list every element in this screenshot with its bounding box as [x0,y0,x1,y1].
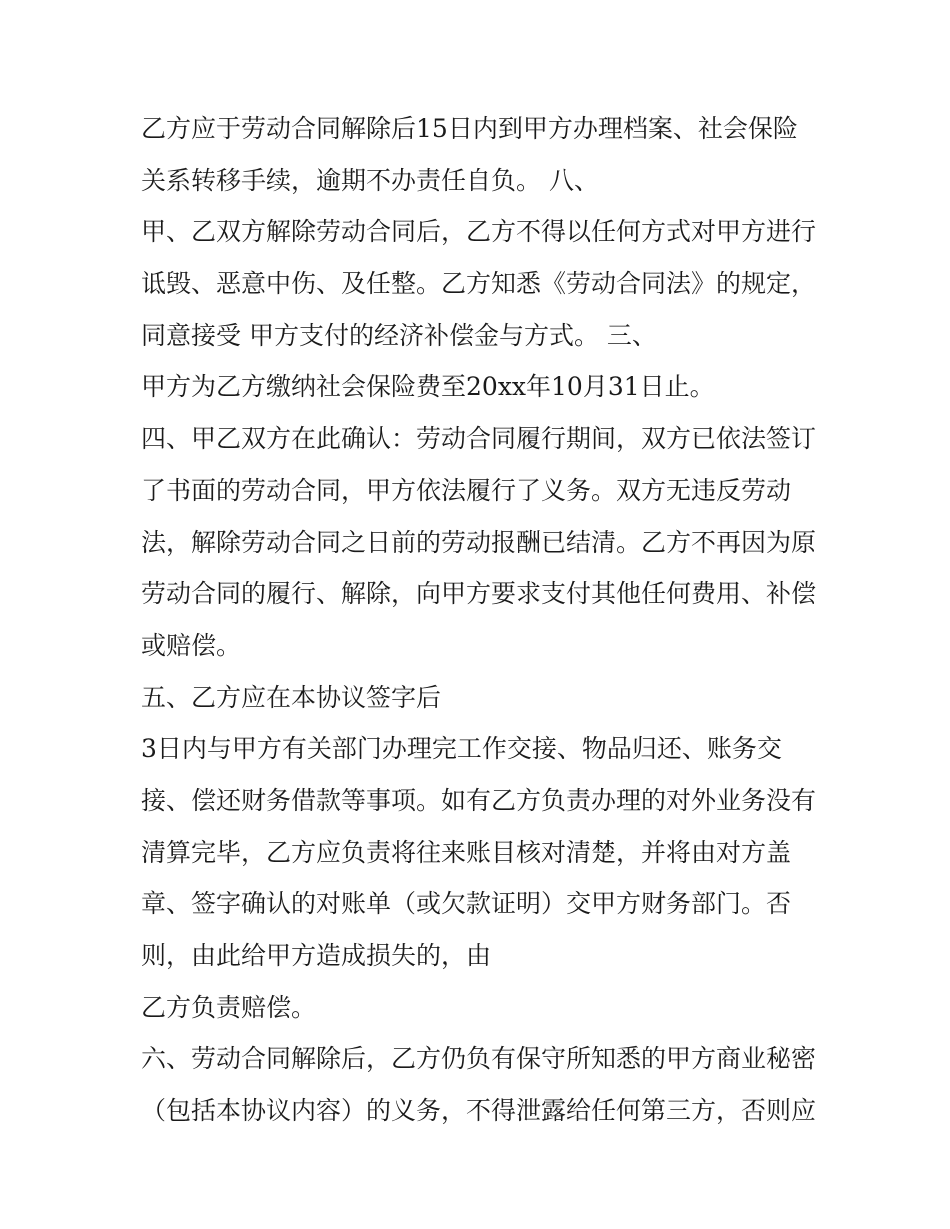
text-line: 清算完毕，乙方应负责将往来账目核对清楚，并将由对方盖 [141,837,792,867]
text-line: 了书面的劳动合同，甲方依法履行了义务。双方无违反劳动 [141,475,792,505]
text-line: 接、偿还财务借款等事项。如有乙方负责办理的对外业务没有 [141,785,817,815]
text-line: 或赔偿。 [141,630,242,660]
text-line: 四、甲乙双方在此确认：劳动合同履行期间，双方已依法签订 [141,424,817,454]
text-line: 五、乙方应在本协议签字后 [141,682,442,712]
text-line: 章、签字确认的对账单（或欠款证明）交甲方财务部门。否 [141,889,792,919]
document-body [141,110,821,1130]
text-line: 诋毁、恶意中伤、及任整。乙方知悉《劳动合同法》的规定， [141,269,817,299]
text-line: 法，解除劳动合同之日前的劳动报酬已结清。乙方不再因为原 [141,527,817,557]
text-line: 乙方应于劳动合同解除后15日内到甲方办理档案、社会保险 [141,114,798,143]
text-line: 则，由此给甲方造成损失的，由 [141,941,492,970]
text-line: 甲方为乙方缴纳社会保险费至20xx年10月31日止。 [141,372,715,402]
text-line: 关系转移手续，逾期不办责任自负。 八、 [141,165,599,195]
text-line: 3日内与甲方有关部门办理完工作交接、物品归还、账务交 [141,734,782,764]
text-line: （包括本协议内容）的义务，不得泄露给任何第三方，否则应 [141,1096,817,1126]
text-line: 甲、乙双方解除劳动合同后，乙方不得以任何方式对甲方进行 [141,217,817,247]
text-line: 同意接受 甲方支付的经济补偿金与方式。 三、 [141,320,657,350]
text-line: 乙方负责赔偿。 [141,992,317,1022]
text-line: 六、劳动合同解除后，乙方仍负有保守所知悉的甲方商业秘密 [141,1044,817,1074]
text-line: 劳动合同的履行、解除，向甲方要求支付其他任何费用、补偿 [141,579,817,609]
